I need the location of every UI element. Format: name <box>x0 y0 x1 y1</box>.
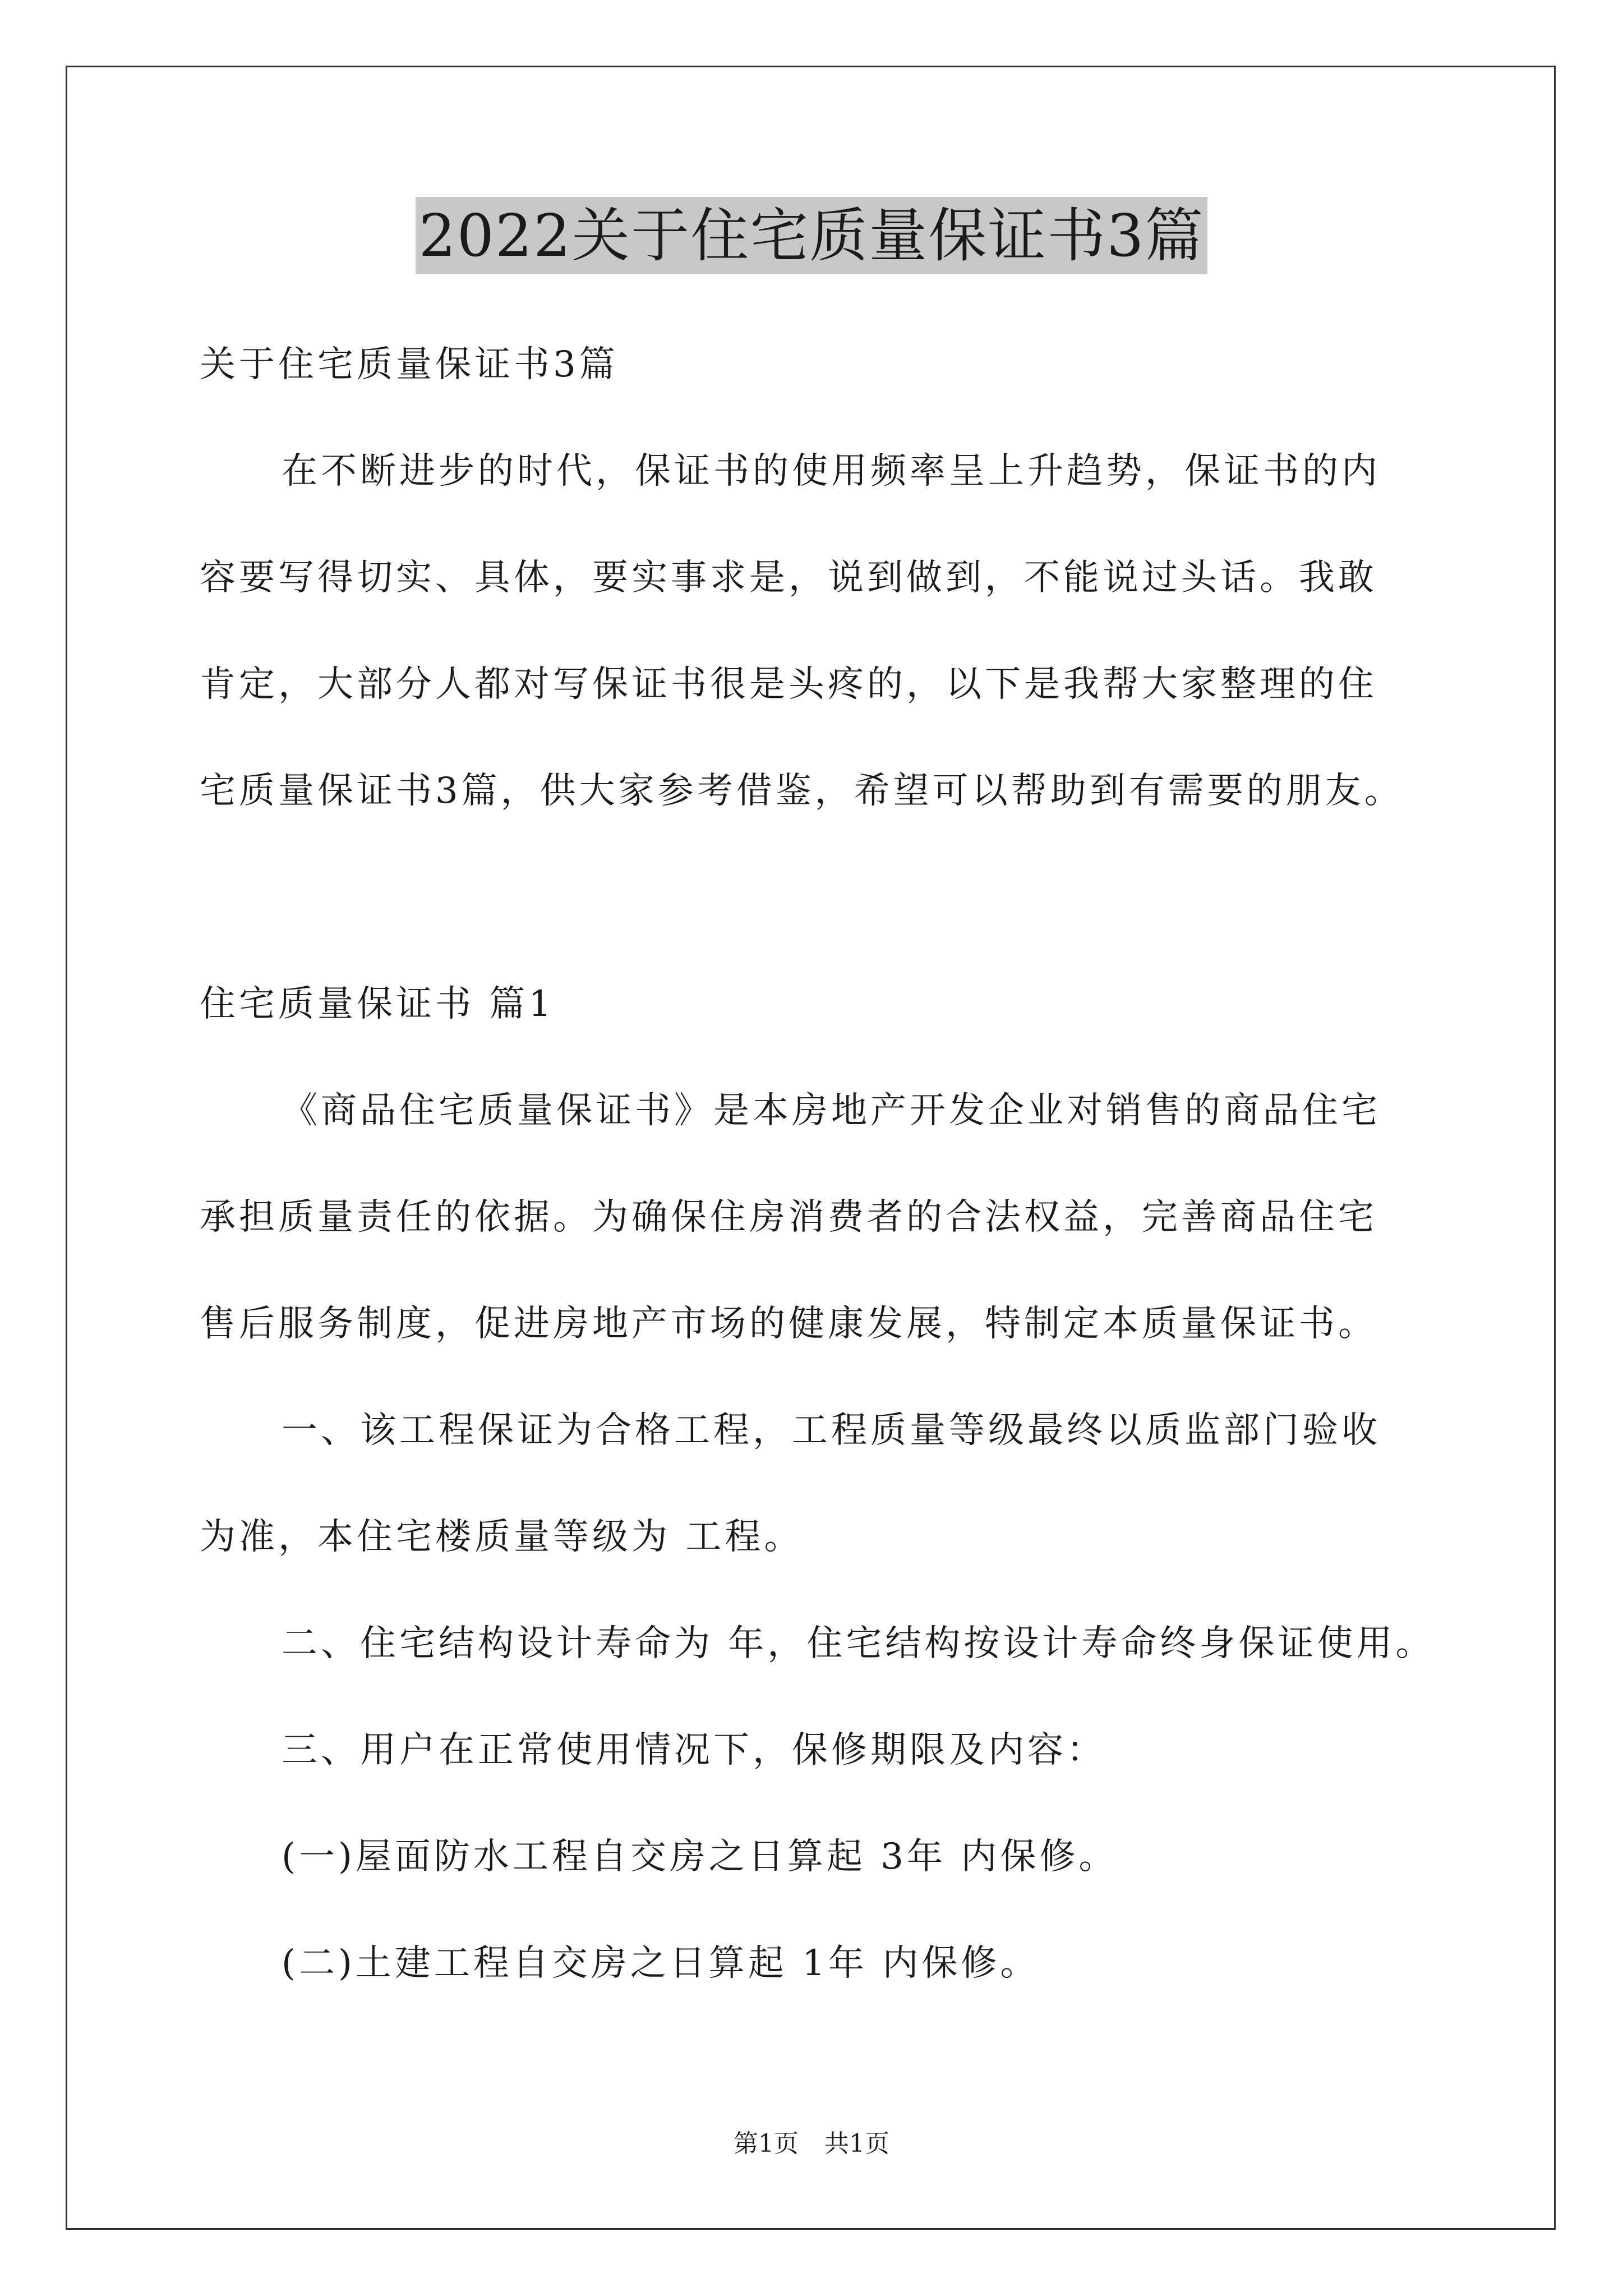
section-heading: 住宅质量保证书 篇1 <box>200 983 555 1025</box>
intro-line: 容要写得切实、具体，要实事求是，说到做到，不能说过头话。我敢 <box>200 557 1377 599</box>
section-line: 承担质量责任的依据。为确保住房消费者的合法权益，完善商品住宅 <box>200 1197 1377 1238</box>
section-spacer <box>200 844 1428 951</box>
section-line: (二)土建工程自交房之日算起 1年 内保修。 <box>282 1943 1040 1984</box>
document-subtitle: 关于住宅质量保证书3篇 <box>200 344 619 385</box>
section-line: (一)屋面防水工程自交房之日算起 3年 内保修。 <box>282 1836 1118 1878</box>
page-number-total: 共1页 <box>824 2129 889 2158</box>
section-line: 二、住宅结构设计寿命为 年，住宅结构按设计寿命终身保证使用。 <box>282 1623 1435 1664</box>
page-footer <box>0 2127 1623 2161</box>
page-number-current: 第1页 <box>734 2129 799 2158</box>
section-line: 三、用户在正常使用情况下，保修期限及内容： <box>282 1729 1106 1771</box>
intro-line: 肯定，大部分人都对写保证书很是头疼的，以下是我帮大家整理的住 <box>200 664 1377 705</box>
section-line: 一、该工程保证为合格工程，工程质量等级最终以质监部门验收 <box>282 1410 1381 1451</box>
intro-line: 在不断进步的时代，保证书的使用频率呈上升趋势，保证书的内 <box>282 450 1381 492</box>
section-line: 《商品住宅质量保证书》是本房地产开发企业对销售的商品住宅 <box>282 1090 1381 1131</box>
section-line: 售后服务制度，促进房地产市场的健康发展，特制定本质量保证书。 <box>200 1303 1377 1345</box>
intro-line: 宅质量保证书3篇，供大家参考借鉴，希望可以帮助到有需要的朋友。 <box>200 770 1404 812</box>
document-title-text: 2022关于住宅质量保证书3篇 <box>416 197 1208 274</box>
section-line: 为准，本住宅楼质量等级为 工程。 <box>200 1516 804 1558</box>
document-title <box>0 199 1623 272</box>
document-body <box>200 311 1435 2017</box>
